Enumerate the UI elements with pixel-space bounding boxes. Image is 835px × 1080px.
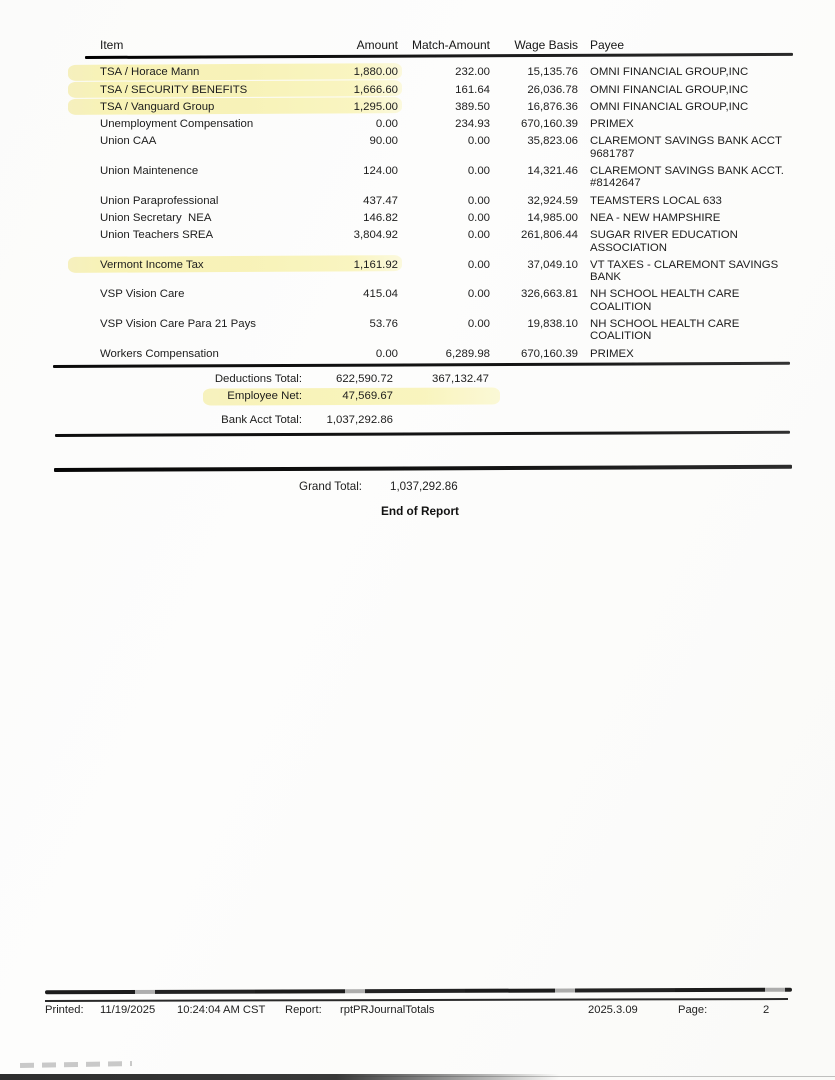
- table-row: [100, 66, 835, 78]
- payee-line: VT TAXES - CLAREMONT SAVINGS: [590, 258, 779, 271]
- wage-basis-cell: 32,924.59: [527, 194, 578, 207]
- match-amount-cell: 234.93: [455, 118, 490, 131]
- totals-top-rule: [53, 362, 790, 368]
- printed-time: 10:24:04 AM CST: [177, 1004, 266, 1016]
- deductions-total-label: Deductions Total:: [214, 372, 302, 385]
- table-row: [100, 348, 835, 360]
- column-header-payee: Payee: [590, 38, 625, 52]
- page-label: Page:: [678, 1004, 708, 1016]
- payee-line: BANK: [590, 271, 622, 284]
- amount-cell: 1,880.00: [353, 66, 398, 79]
- table-rows: [0, 66, 835, 360]
- wage-basis-cell: 35,823.06: [527, 135, 578, 148]
- employee-net-label: Employee Net:: [227, 389, 302, 402]
- page-number: 2: [763, 1004, 770, 1016]
- deductions-total-amount: 622,590.72: [335, 372, 393, 385]
- grand-total-amount: 1,037,292.86: [390, 480, 458, 493]
- match-amount-cell: 0.00: [467, 258, 490, 271]
- wage-basis-cell: 15,135.76: [527, 66, 578, 79]
- printed-label: Printed:: [45, 1004, 84, 1016]
- footer-text-row: [0, 1004, 835, 1020]
- payee-line: NH SCHOOL HEALTH CARE: [590, 318, 740, 331]
- payee-line: OMNI FINANCIAL GROUP,INC: [590, 66, 749, 79]
- match-amount-cell: 161.64: [455, 83, 490, 96]
- column-header-item: Item: [100, 38, 124, 52]
- match-amount-cell: 0.00: [467, 318, 490, 331]
- item-cell: Union Teachers SREA: [100, 229, 214, 242]
- payee-cell: [578, 165, 807, 190]
- table-row: [100, 84, 835, 96]
- match-amount-cell: 0.00: [467, 288, 490, 301]
- payee-line: CLAREMONT SAVINGS BANK ACCT: [590, 135, 782, 148]
- item-cell: Union Paraprofessional: [100, 194, 219, 207]
- wage-basis-cell: 26,036.78: [527, 83, 578, 96]
- item-cell: Workers Compensation: [100, 347, 219, 360]
- payee-line: COALITION: [590, 300, 652, 313]
- match-amount-cell: 0.00: [467, 135, 490, 148]
- footer-rule: [45, 998, 788, 1002]
- report-label: Report:: [285, 1004, 322, 1016]
- table-row: [100, 288, 835, 313]
- payee-line: OMNI FINANCIAL GROUP,INC: [590, 100, 749, 113]
- payee-line: CLAREMONT SAVINGS BANK ACCT.: [590, 165, 784, 178]
- payee-cell: [578, 259, 807, 284]
- payee-line: PRIMEX: [590, 347, 634, 360]
- amount-cell: 0.00: [375, 118, 398, 131]
- match-amount-cell: 6,289.98: [445, 347, 490, 360]
- match-amount-cell: 0.00: [467, 165, 490, 178]
- item-cell: Union CAA: [100, 135, 157, 148]
- payee-cell: [578, 318, 807, 343]
- bank-acct-total-amount: 1,037,292.86: [326, 413, 393, 426]
- payee-line: SUGAR RIVER EDUCATION: [590, 229, 738, 242]
- report-name: rptPRJournalTotals: [340, 1004, 435, 1016]
- amount-cell: 124.00: [363, 165, 398, 178]
- payee-cell: [578, 195, 807, 207]
- payee-cell: [578, 348, 807, 360]
- match-amount-cell: 0.00: [467, 194, 490, 207]
- payee-cell: [578, 66, 807, 78]
- payee-line: COALITION: [590, 330, 652, 343]
- match-amount-cell: 0.00: [467, 211, 490, 224]
- wage-basis-cell: 670,160.39: [520, 118, 578, 131]
- payee-line: TEAMSTERS LOCAL 633: [590, 194, 722, 207]
- item-cell: TSA / Horace Mann: [100, 66, 200, 79]
- amount-cell: 3,804.92: [353, 229, 398, 242]
- payee-cell: [578, 101, 807, 113]
- payee-cell: [578, 135, 807, 160]
- wage-basis-cell: 14,321.46: [527, 165, 578, 178]
- bank-acct-total-row: [100, 414, 835, 427]
- wage-basis-cell: 261,806.44: [520, 229, 578, 242]
- table-row: [100, 259, 835, 284]
- payee-line: NEA - NEW HAMPSHIRE: [590, 211, 721, 224]
- bank-acct-total-label: Bank Acct Total:: [221, 413, 302, 426]
- grand-total-rule: [54, 465, 792, 472]
- payee-line: NH SCHOOL HEALTH CARE: [590, 288, 740, 301]
- employee-net-row: [100, 390, 835, 403]
- payee-cell: [578, 212, 807, 224]
- pencil-smudge-artifact: [20, 1061, 132, 1068]
- wage-basis-cell: 14,985.00: [527, 211, 578, 224]
- item-cell: TSA / SECURITY BENEFITS: [100, 83, 248, 96]
- payee-line: 9681787: [590, 147, 635, 160]
- payee-cell: [578, 288, 807, 313]
- amount-cell: 146.82: [363, 211, 398, 224]
- journal-totals-table: [0, 39, 835, 437]
- payee-cell: [578, 118, 807, 130]
- amount-cell: 1,161.92: [353, 258, 398, 271]
- wage-basis-cell: 16,876.36: [527, 100, 578, 113]
- table-row: [100, 101, 835, 113]
- payee-line: ASSOCIATION: [590, 241, 668, 254]
- column-header-wage-basis: Wage Basis: [514, 38, 578, 52]
- table-row: [100, 135, 835, 160]
- match-amount-cell: 232.00: [455, 66, 490, 79]
- amount-cell: 0.00: [375, 347, 398, 360]
- table-row: [100, 165, 835, 190]
- scan-edge-bar: [0, 1074, 560, 1080]
- employee-net-amount: 47,569.67: [342, 389, 393, 402]
- version-number: 2025.3.09: [588, 1004, 638, 1016]
- table-row: [100, 212, 835, 224]
- item-cell: VSP Vision Care Para 21 Pays: [100, 318, 256, 331]
- table-row: [100, 118, 835, 130]
- amount-cell: 437.47: [363, 194, 398, 207]
- wage-basis-cell: 37,049.10: [527, 258, 578, 271]
- item-cell: Union Secretary NEA: [100, 211, 212, 224]
- payee-cell: [578, 84, 807, 96]
- amount-cell: 53.76: [369, 318, 398, 331]
- item-cell: Unemployment Compensation: [100, 118, 254, 131]
- table-row: [100, 318, 835, 343]
- header-rule: [85, 53, 793, 59]
- table-row: [100, 195, 835, 207]
- match-amount-cell: 0.00: [467, 229, 490, 242]
- table-header-row: [100, 39, 835, 51]
- grand-total-label: Grand Total:: [299, 480, 362, 493]
- table-row: [100, 229, 835, 254]
- amount-cell: 90.00: [369, 135, 398, 148]
- wage-basis-cell: 670,160.39: [520, 347, 578, 360]
- wage-basis-cell: 19,838.10: [527, 318, 578, 331]
- amount-cell: 415.04: [363, 288, 398, 301]
- item-cell: Vermont Income Tax: [100, 258, 204, 271]
- payee-line: #8142647: [590, 177, 641, 190]
- item-cell: VSP Vision Care: [100, 288, 185, 301]
- payee-line: OMNI FINANCIAL GROUP,INC: [590, 83, 749, 96]
- footer-rule-smudge: [45, 988, 792, 994]
- column-header-match-amount: Match-Amount: [411, 38, 490, 52]
- match-amount-cell: 389.50: [455, 100, 490, 113]
- item-cell: TSA / Vanguard Group: [100, 100, 215, 113]
- wage-basis-cell: 326,663.81: [520, 288, 578, 301]
- payee-line: PRIMEX: [590, 118, 634, 131]
- amount-cell: 1,666.60: [353, 83, 398, 96]
- deductions-total-row: [100, 373, 835, 386]
- grand-total-section: [0, 468, 835, 518]
- deductions-total-match: 367,132.47: [431, 372, 489, 385]
- printed-date: 11/19/2025: [100, 1004, 156, 1016]
- amount-cell: 1,295.00: [353, 100, 398, 113]
- column-header-amount: Amount: [356, 38, 398, 52]
- end-of-report-label: End of Report: [381, 504, 459, 518]
- totals-bottom-rule: [55, 431, 790, 437]
- payee-cell: [578, 229, 807, 254]
- item-cell: Union Maintenence: [100, 165, 199, 178]
